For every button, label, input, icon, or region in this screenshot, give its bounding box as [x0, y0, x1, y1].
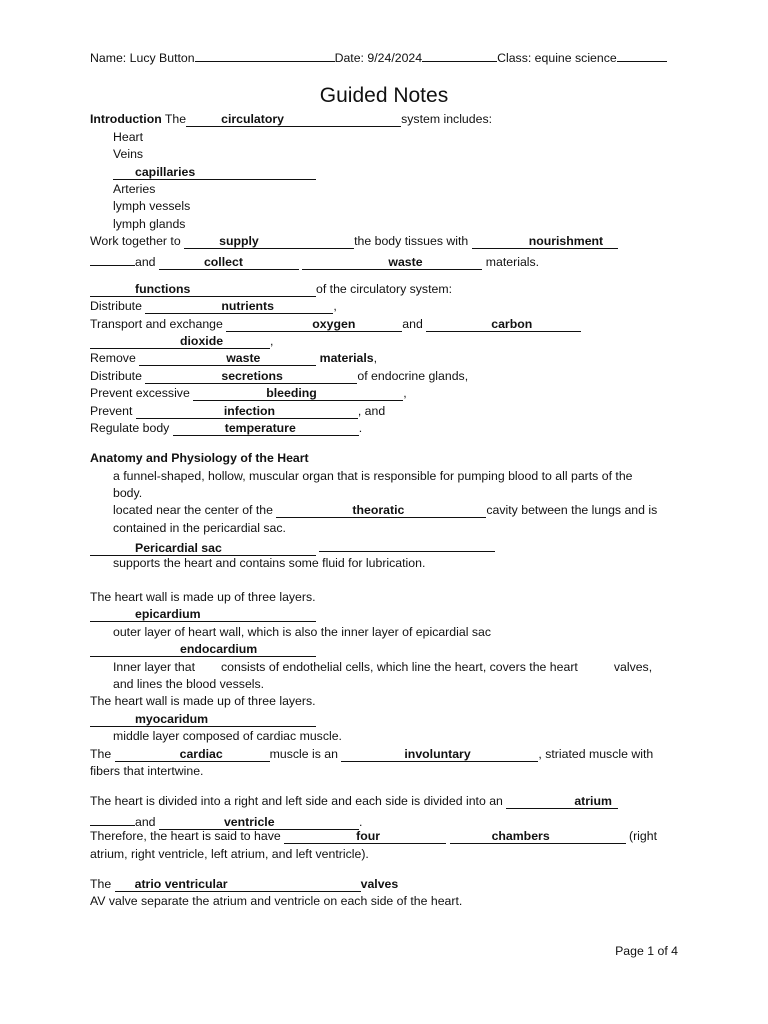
myocardium-answer: myocaridum: [135, 712, 209, 726]
four-answer: four: [356, 829, 381, 843]
name-underline: [195, 47, 335, 62]
location-desc: contained in the pericardial sac.: [113, 521, 286, 535]
myocardium-line: [90, 711, 316, 728]
valves-desc: AV valve separate the atrium and ventricle on each side of the heart.: [90, 894, 463, 908]
atrium-answer: atrium: [574, 794, 612, 808]
ventricle-answer: ventricle: [223, 815, 275, 829]
waste-answer: waste: [388, 255, 423, 269]
intro-item: Arteries: [113, 182, 156, 196]
bleeding-line: Prevent excessive bleeding ,: [90, 386, 407, 400]
work-together-line2: and collect waste materials.: [90, 251, 539, 271]
date-label: Date: 9/24/2024: [334, 51, 423, 65]
intro-post: system includes:: [401, 112, 493, 126]
intro-item: lymph vessels: [113, 199, 191, 213]
class-label: Class: equine science: [497, 51, 617, 65]
anatomy-desc: a funnel-shaped, hollow, muscular organ that is responsible for pumping blood to all parts of the: [113, 469, 633, 483]
intro-item: Veins: [113, 147, 144, 161]
infection-answer: infection: [223, 404, 276, 418]
intro-heading: Introduction: [90, 112, 162, 126]
chambers-desc: atrium, right ventricle, left atrium, and left ventricle).: [90, 847, 369, 861]
anatomy-heading: Anatomy and Physiology of the Heart: [90, 451, 309, 465]
supply-answer: supply: [219, 234, 259, 248]
secretions-line: Distribute secretions of endocrine glands,: [90, 369, 469, 383]
ventricle-line: and ventricle .: [90, 811, 362, 831]
nourishment-answer: nourishment: [528, 234, 604, 248]
sac-desc: supports the heart and contains some fluid for lubrication.: [113, 556, 426, 570]
pericardial-sac-answer: Pericardial sac: [135, 541, 222, 555]
header-line: [90, 47, 667, 67]
intro-item: Heart: [113, 130, 144, 144]
theoratic-answer: theoratic: [352, 503, 405, 517]
date-underline: [422, 47, 497, 62]
endocardium-line: [90, 641, 316, 658]
bleeding-answer: bleeding: [266, 386, 317, 400]
epicardium-answer: epicardium: [135, 607, 201, 621]
intro-pre: The: [164, 112, 187, 126]
page-title: Guided Notes: [319, 84, 449, 107]
valves-line: The atrio ventricular valves: [90, 877, 399, 891]
intro-item: lymph glands: [113, 217, 186, 231]
cardiac-answer: cardiac: [179, 747, 223, 761]
myocardium-desc: middle layer composed of cardiac muscle.: [113, 729, 342, 743]
divided-line: The heart is divided into a right and left side and each side is divided into an atrium: [90, 793, 618, 810]
class-underline: [617, 47, 667, 62]
layers-intro2: The heart wall is made up of three layers.: [90, 694, 316, 708]
distribute-line: Distribute nutrients ,: [90, 299, 337, 313]
endocardium-answer: endocardium: [180, 642, 258, 656]
temperature-answer: temperature: [224, 421, 296, 435]
epicardium-desc: outer layer of heart wall, which is also the inner layer of epicardial sac: [113, 625, 491, 639]
work-together-line: Work together to supply the body tissues with nourishment: [90, 233, 618, 250]
endocardium-desc2: and lines the blood vessels.: [113, 677, 265, 691]
transport-line: Transport and exchange oxygen and carbon: [90, 316, 581, 333]
functions-answer: functions: [135, 282, 191, 296]
name-label: Name: Lucy Button: [90, 51, 195, 65]
intro-line: [90, 111, 492, 128]
oxygen-answer: oxygen: [312, 317, 356, 331]
dioxide-line: dioxide ,: [90, 333, 273, 350]
chambers-answer: chambers: [491, 829, 550, 843]
intro-item-answer: [113, 164, 316, 181]
capillaries-answer: capillaries: [135, 165, 196, 179]
secretions-answer: secretions: [221, 369, 283, 383]
anatomy-desc: body.: [113, 486, 143, 500]
cardiac-line: The cardiac muscle is an involuntary , striated muscle with: [90, 747, 654, 761]
page-number: Page 1 of 4: [615, 944, 678, 958]
layers-intro: The heart wall is made up of three layers.: [90, 590, 316, 604]
remove-line: Remove waste materials,: [90, 351, 378, 365]
sac-line: [90, 537, 495, 557]
remove-waste-answer: waste: [226, 351, 261, 365]
carbon-answer: carbon: [491, 317, 533, 331]
nutrients-answer: nutrients: [221, 299, 274, 313]
dioxide-answer: dioxide: [180, 334, 224, 348]
chambers-line: Therefore, the heart is said to have four chambers (right: [90, 829, 658, 843]
temperature-line: Regulate body temperature .: [90, 421, 363, 435]
endocardium-desc: Inner layer that consists of endothelial cells, which line the heart, covers the heart valves,: [113, 660, 653, 674]
infection-line: Prevent infection , and: [90, 404, 386, 418]
involuntary-answer: involuntary: [404, 747, 471, 761]
collect-answer: collect: [203, 255, 243, 269]
epicardium-line: [90, 606, 316, 623]
intro-answer: circulatory: [221, 112, 285, 126]
fibers-desc: fibers that intertwine.: [90, 764, 204, 778]
functions-line: functions of the circulatory system:: [90, 281, 452, 298]
location-line: located near the center of the theoratic cavity between the lungs and is: [113, 503, 658, 517]
atrio-ventricular-answer: atrio ventricular: [134, 877, 228, 891]
